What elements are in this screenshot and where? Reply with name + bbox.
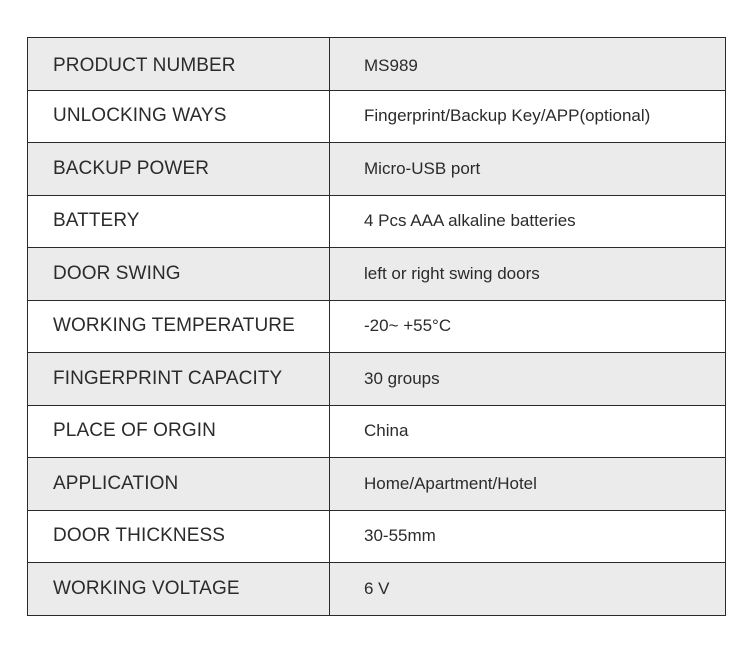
spec-label: BATTERY	[28, 195, 330, 248]
spec-value: 30 groups	[330, 353, 726, 406]
spec-value: 6 V	[330, 563, 726, 616]
spec-value: left or right swing doors	[330, 248, 726, 301]
table-row	[28, 510, 726, 563]
spec-value: Micro-USB port	[330, 143, 726, 196]
spec-label: WORKING TEMPERATURE	[28, 300, 330, 353]
spec-value: China	[330, 405, 726, 458]
spec-label: UNLOCKING WAYS	[28, 90, 330, 143]
table-row	[28, 300, 726, 353]
table-row	[28, 248, 726, 301]
spec-value: Home/Apartment/Hotel	[330, 458, 726, 511]
spec-value: -20~ +55°C	[330, 300, 726, 353]
spec-label: APPLICATION	[28, 458, 330, 511]
spec-value: MS989	[330, 38, 726, 91]
table-row	[28, 353, 726, 406]
spec-label: PRODUCT NUMBER	[28, 38, 330, 91]
spec-label: DOOR SWING	[28, 248, 330, 301]
table-row	[28, 90, 726, 143]
spec-table	[27, 37, 726, 616]
spec-label: PLACE OF ORGIN	[28, 405, 330, 458]
spec-value: Fingerprint/Backup Key/APP(optional)	[330, 90, 726, 143]
spec-label: FINGERPRINT CAPACITY	[28, 353, 330, 406]
spec-label: WORKING VOLTAGE	[28, 563, 330, 616]
spec-value: 4 Pcs AAA alkaline batteries	[330, 195, 726, 248]
spec-label: BACKUP POWER	[28, 143, 330, 196]
table-row	[28, 38, 726, 91]
table-row	[28, 405, 726, 458]
spec-label: DOOR THICKNESS	[28, 510, 330, 563]
table-row	[28, 563, 726, 616]
table-row	[28, 195, 726, 248]
spec-value: 30-55mm	[330, 510, 726, 563]
table-row	[28, 143, 726, 196]
table-row	[28, 458, 726, 511]
